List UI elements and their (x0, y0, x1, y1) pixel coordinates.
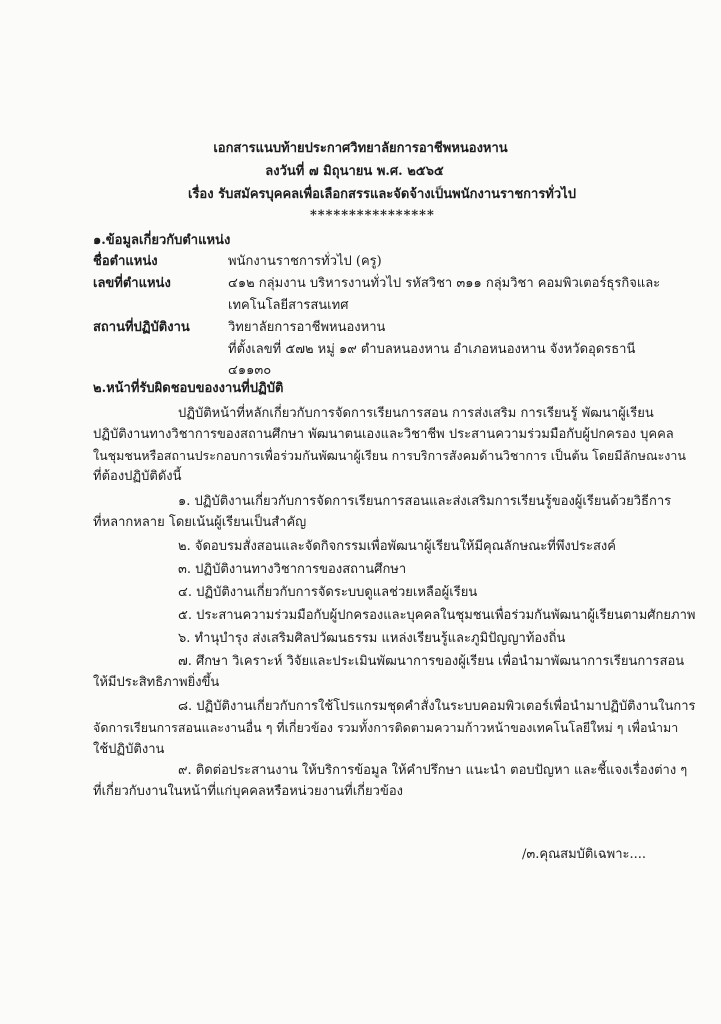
duty-item-9: ๙. ติดต่อประสานงาน ให้บริการข้อมูล ให้คำปรึกษา แนะนำ ตอบปัญหา และชี้แจงเรื่องต่าง ๆ (178, 763, 688, 778)
section-1-heading: ๑.ข้อมูลเกี่ยวกับตำแหน่ง (93, 233, 231, 248)
duty-item-5: ๕. ประสานความร่วมมือกับผู้ปกครองและบุคคลในชุมชนเพื่อร่วมกันพัฒนาผู้เรียนตามศักยภาพ (178, 608, 696, 623)
duty-item-8: ๘. ปฏิบัติงานเกี่ยวกับการใช้โปรแกรมชุดคำสั่งในระบบคอมพิวเตอร์เพื่อนำมาปฏิบัติงานในการ (178, 699, 696, 714)
duty-item-4: ๔. ปฏิบัติงานเกี่ยวกับการจัดระบบดูแลช่วยเหลือผู้เรียน (178, 585, 478, 600)
document-title: เอกสารแนบท้ายประกาศวิทยาลัยการอาชีพหนองหาน (213, 141, 508, 156)
continued-marker: /๓.คุณสมบัติเฉพาะ.... (522, 847, 647, 862)
intro-line-3: ในชุมชนหรือสถานประกอบการเพื่อร่วมกันพัฒนาผู้เรียน การบริการสังคมด้านวิชาการ เป็นต้น โดยมีลักษณะงาน (93, 448, 686, 463)
position-number-value: ๔๑๒ กลุ่มงาน บริหารงานทั่วไป รหัสวิชา ๓๑๑ กลุ่มวิชา คอมพิวเตอร์ธุรกิจและ (228, 276, 661, 291)
workplace-postcode: ๔๑๑๓๐ (228, 363, 272, 378)
duty-item-3: ๓. ปฏิบัติงานทางวิชาการของสถานศึกษา (178, 562, 407, 577)
intro-line-4: ที่ต้องปฏิบัติดังนี้ (93, 469, 182, 484)
workplace-name: วิทยาลัยการอาชีพหนองหาน (228, 320, 386, 335)
workplace-address: ที่ตั้งเลขที่ ๕๗๒ หมู่ ๑๙ ตำบลหนองหาน อำเภอหนองหาน จังหวัดอุดรธานี (228, 342, 636, 357)
document-date: ลงวันที่ ๗ มิถุนายน พ.ศ. ๒๕๖๕ (265, 164, 444, 179)
duty-item-6: ๖. ทำนุบำรุง ส่งเสริมศิลปวัฒนธรรม แหล่งเรียนรู้และภูมิปัญญาท้องถิ่น (178, 631, 566, 646)
duty-item-7-cont: ให้มีประสิทธิภาพยิ่งขึ้น (93, 675, 220, 690)
duty-item-9-cont: ที่เกี่ยวกับงานในหน้าที่แก่บุคคลหรือหน่วยงานที่เกี่ยวข้อง (93, 784, 403, 799)
position-value: พนักงานราชการทั่วไป (ครู) (228, 254, 382, 269)
position-number-label: เลขที่ตำแหน่ง (93, 276, 171, 291)
workplace-label: สถานที่ปฏิบัติงาน (93, 320, 190, 335)
document-subject: เรื่อง รับสมัครบุคคลเพื่อเลือกสรรและจัดจ้างเป็นพนักงานราชการทั่วไป (188, 187, 576, 202)
intro-line-1: ปฏิบัติหน้าที่หลักเกี่ยวกับการจัดการเรียนการสอน การส่งเสริม การเรียนรู้ พัฒนาผู้เรียน (178, 406, 654, 421)
duty-item-2: ๒. จัดอบรมสั่งสอนและจัดกิจกรรมเพื่อพัฒนาผู้เรียนให้มีคุณลักษณะที่พึงประสงค์ (178, 539, 616, 554)
duty-item-8-cont: จัดการเรียนการสอนและงานอื่น ๆ ที่เกี่ยวข้อง รวมทั้งการติดตามความก้าวหน้าของเทคโนโลยีใหม่ ๆ เพื่อนำมา (93, 720, 679, 735)
intro-line-2: ปฏิบัติงานทางวิชาการของสถานศึกษา พัฒนาตนเองและวิชาชีพ ประสานความร่วมมือกับผู้ปกครอง บุคคล (93, 427, 674, 442)
duty-item-7: ๗. ศึกษา วิเคราะห์ วิจัยและประเมินพัฒนาการของผู้เรียน เพื่อนำมาพัฒนาการเรียนการสอน (178, 654, 685, 669)
position-label: ชื่อตำแหน่ง (93, 254, 158, 269)
separator-stars: **************** (310, 208, 435, 223)
section-2-heading: ๒.หน้าที่รับผิดชอบของงานที่ปฏิบัติ (93, 381, 284, 396)
position-number-value-cont: เทคโนโลยีสารสนเทศ (228, 298, 349, 313)
duty-item-8-cont-2: ใช้ปฏิบัติงาน (93, 742, 165, 757)
duty-item-1-cont: ที่หลากหลาย โดยเน้นผู้เรียนเป็นสำคัญ (93, 515, 307, 530)
duty-item-1: ๑. ปฏิบัติงานเกี่ยวกับการจัดการเรียนการสอนและส่งเสริมการเรียนรู้ของผู้เรียนด้วยวิธีการ (178, 494, 672, 509)
